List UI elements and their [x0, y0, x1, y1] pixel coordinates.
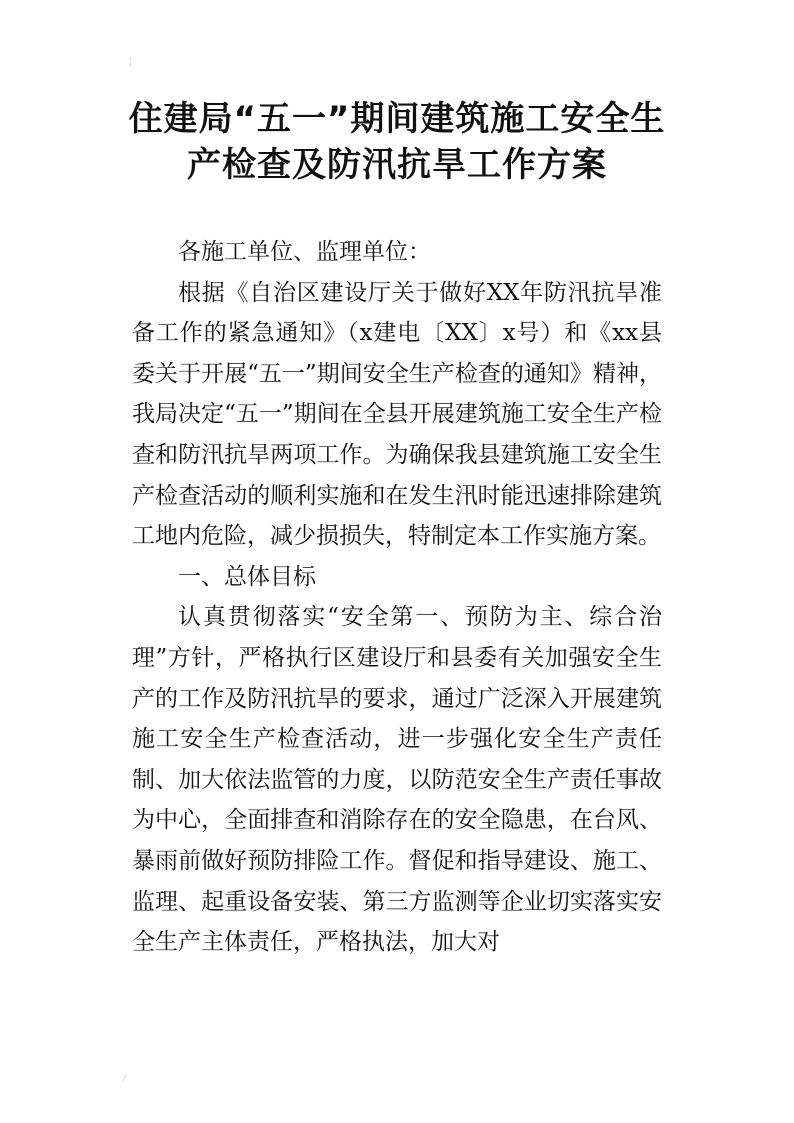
- corner-mark-top: ╎: [128, 58, 134, 68]
- corner-mark-bottom: ⁄: [124, 1074, 126, 1084]
- title-line-2: 产检查及防汛抗旱工作方案: [187, 145, 607, 185]
- section-heading-overall-goal: 一、总体目标: [178, 563, 316, 590]
- document-body: [132, 232, 662, 963]
- title-line-1: 住建局“五一”期间建筑施工安全生: [128, 99, 666, 139]
- paragraph-basis: 根据《自治区建设厅关于做好XX年防汛抗旱准备工作的紧急通知》（x建电〔XX〕x号）和《xx县委关于开展“五一”期间安全生产检查的通知》精神，我局决定“五一”期间在全县开展建筑施工安全生产检查和防汛抗旱两项工作。为确保我县建筑施工安全生产检查活动的顺利实施和在发生汛时能迅速排除建筑工地内危险，减少损损失，特制定本工作实施方案。: [132, 279, 662, 550]
- paragraph-overall-goal: 认真贯彻落实“安全第一、预防为主、综合治理”方针，严格执行区建设厅和县委有关加强安全生产的工作及防汛抗旱的要求，通过广泛深入开展建筑施工安全生产检查活动，进一步强化安全生产责任制、加大依法监管的力度，以防范安全生产责任事故为中心，全面排查和消除存在的安全隐患，在台风、暴雨前做好预防排险工作。督促和指导建设、施工、监理、起重设备安装、第三方监测等企业切实落实安全生产主体责任，严格执法，加大对: [132, 604, 662, 956]
- document-title: [100, 96, 694, 188]
- salutation: 各施工单位、监理单位：: [178, 239, 431, 265]
